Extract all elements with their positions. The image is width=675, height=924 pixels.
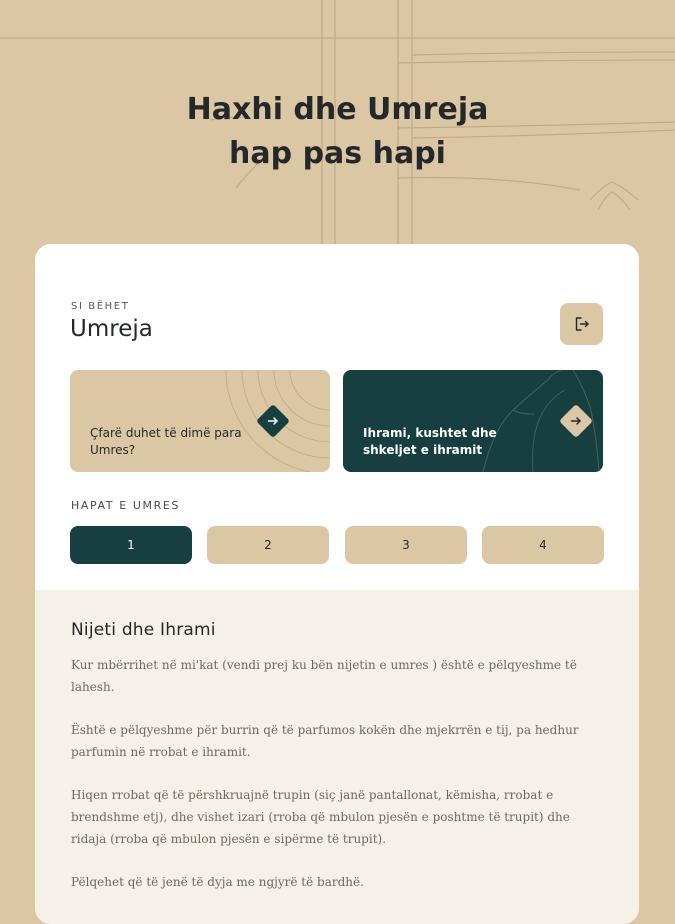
step-tab-3[interactable]: 3 [345, 526, 467, 564]
content-heading: Nijeti dhe Ihrami [71, 620, 216, 640]
arrow-right-icon [568, 413, 584, 429]
exit-button[interactable] [560, 303, 603, 345]
step-tab-2[interactable]: 2 [207, 526, 329, 564]
umrah-card [35, 244, 639, 924]
content-paragraph: Është e pëlqyeshme për burrin që të parfumos kokën dhe mjekrrën e tij, pa hedhur parfumin në rrobat e ihramit. [71, 723, 579, 759]
arrow-right-icon [265, 413, 281, 429]
step-content [35, 590, 639, 924]
arrow-button[interactable] [561, 406, 591, 436]
hero-title-line-1: Haxhi dhe Umreja [186, 92, 489, 127]
hero-title [0, 88, 675, 176]
step-tab-1[interactable]: 1 [70, 526, 192, 564]
arrow-button[interactable] [258, 406, 288, 436]
content-paragraph: Pëlqehet që të jenë të dyja me ngjyrë të bardhë. [71, 875, 364, 889]
content-paragraph: Kur mbërrihet në mi'kat (vendi prej ku bën nijetin e umres ) është e pëlqyeshme të lahesh. [71, 658, 577, 694]
steps-label: HAPAT E UMRES [71, 499, 180, 512]
eyebrow-label: SI BËHET [71, 301, 130, 312]
card-header-section [35, 244, 639, 590]
content-paragraph: Hiqen rrobat që të përshkruajnë trupin (siç janë pantallonat, këmisha, rrobat e brendshme etj), dhe vishet izari (rroba që mbulon pjesën e poshtme të trupit) dhe ridaja (rroba që mbulon pjesën e sipërme të trupit). [71, 788, 570, 846]
step-tab-4[interactable]: 4 [482, 526, 604, 564]
feature-label: Ihrami, kushtet dhe shkeljet e ihramit [363, 426, 497, 457]
feature-label: Çfarë duhet të dimë para Umres? [90, 426, 242, 457]
hero-title-line-2: hap pas hapi [229, 136, 446, 171]
feature-card-before-umrah[interactable] [70, 370, 330, 472]
step-tabs [70, 526, 604, 564]
exit-icon [573, 315, 591, 333]
page-title: Umreja [70, 316, 153, 342]
feature-card-ihram[interactable] [343, 370, 603, 472]
